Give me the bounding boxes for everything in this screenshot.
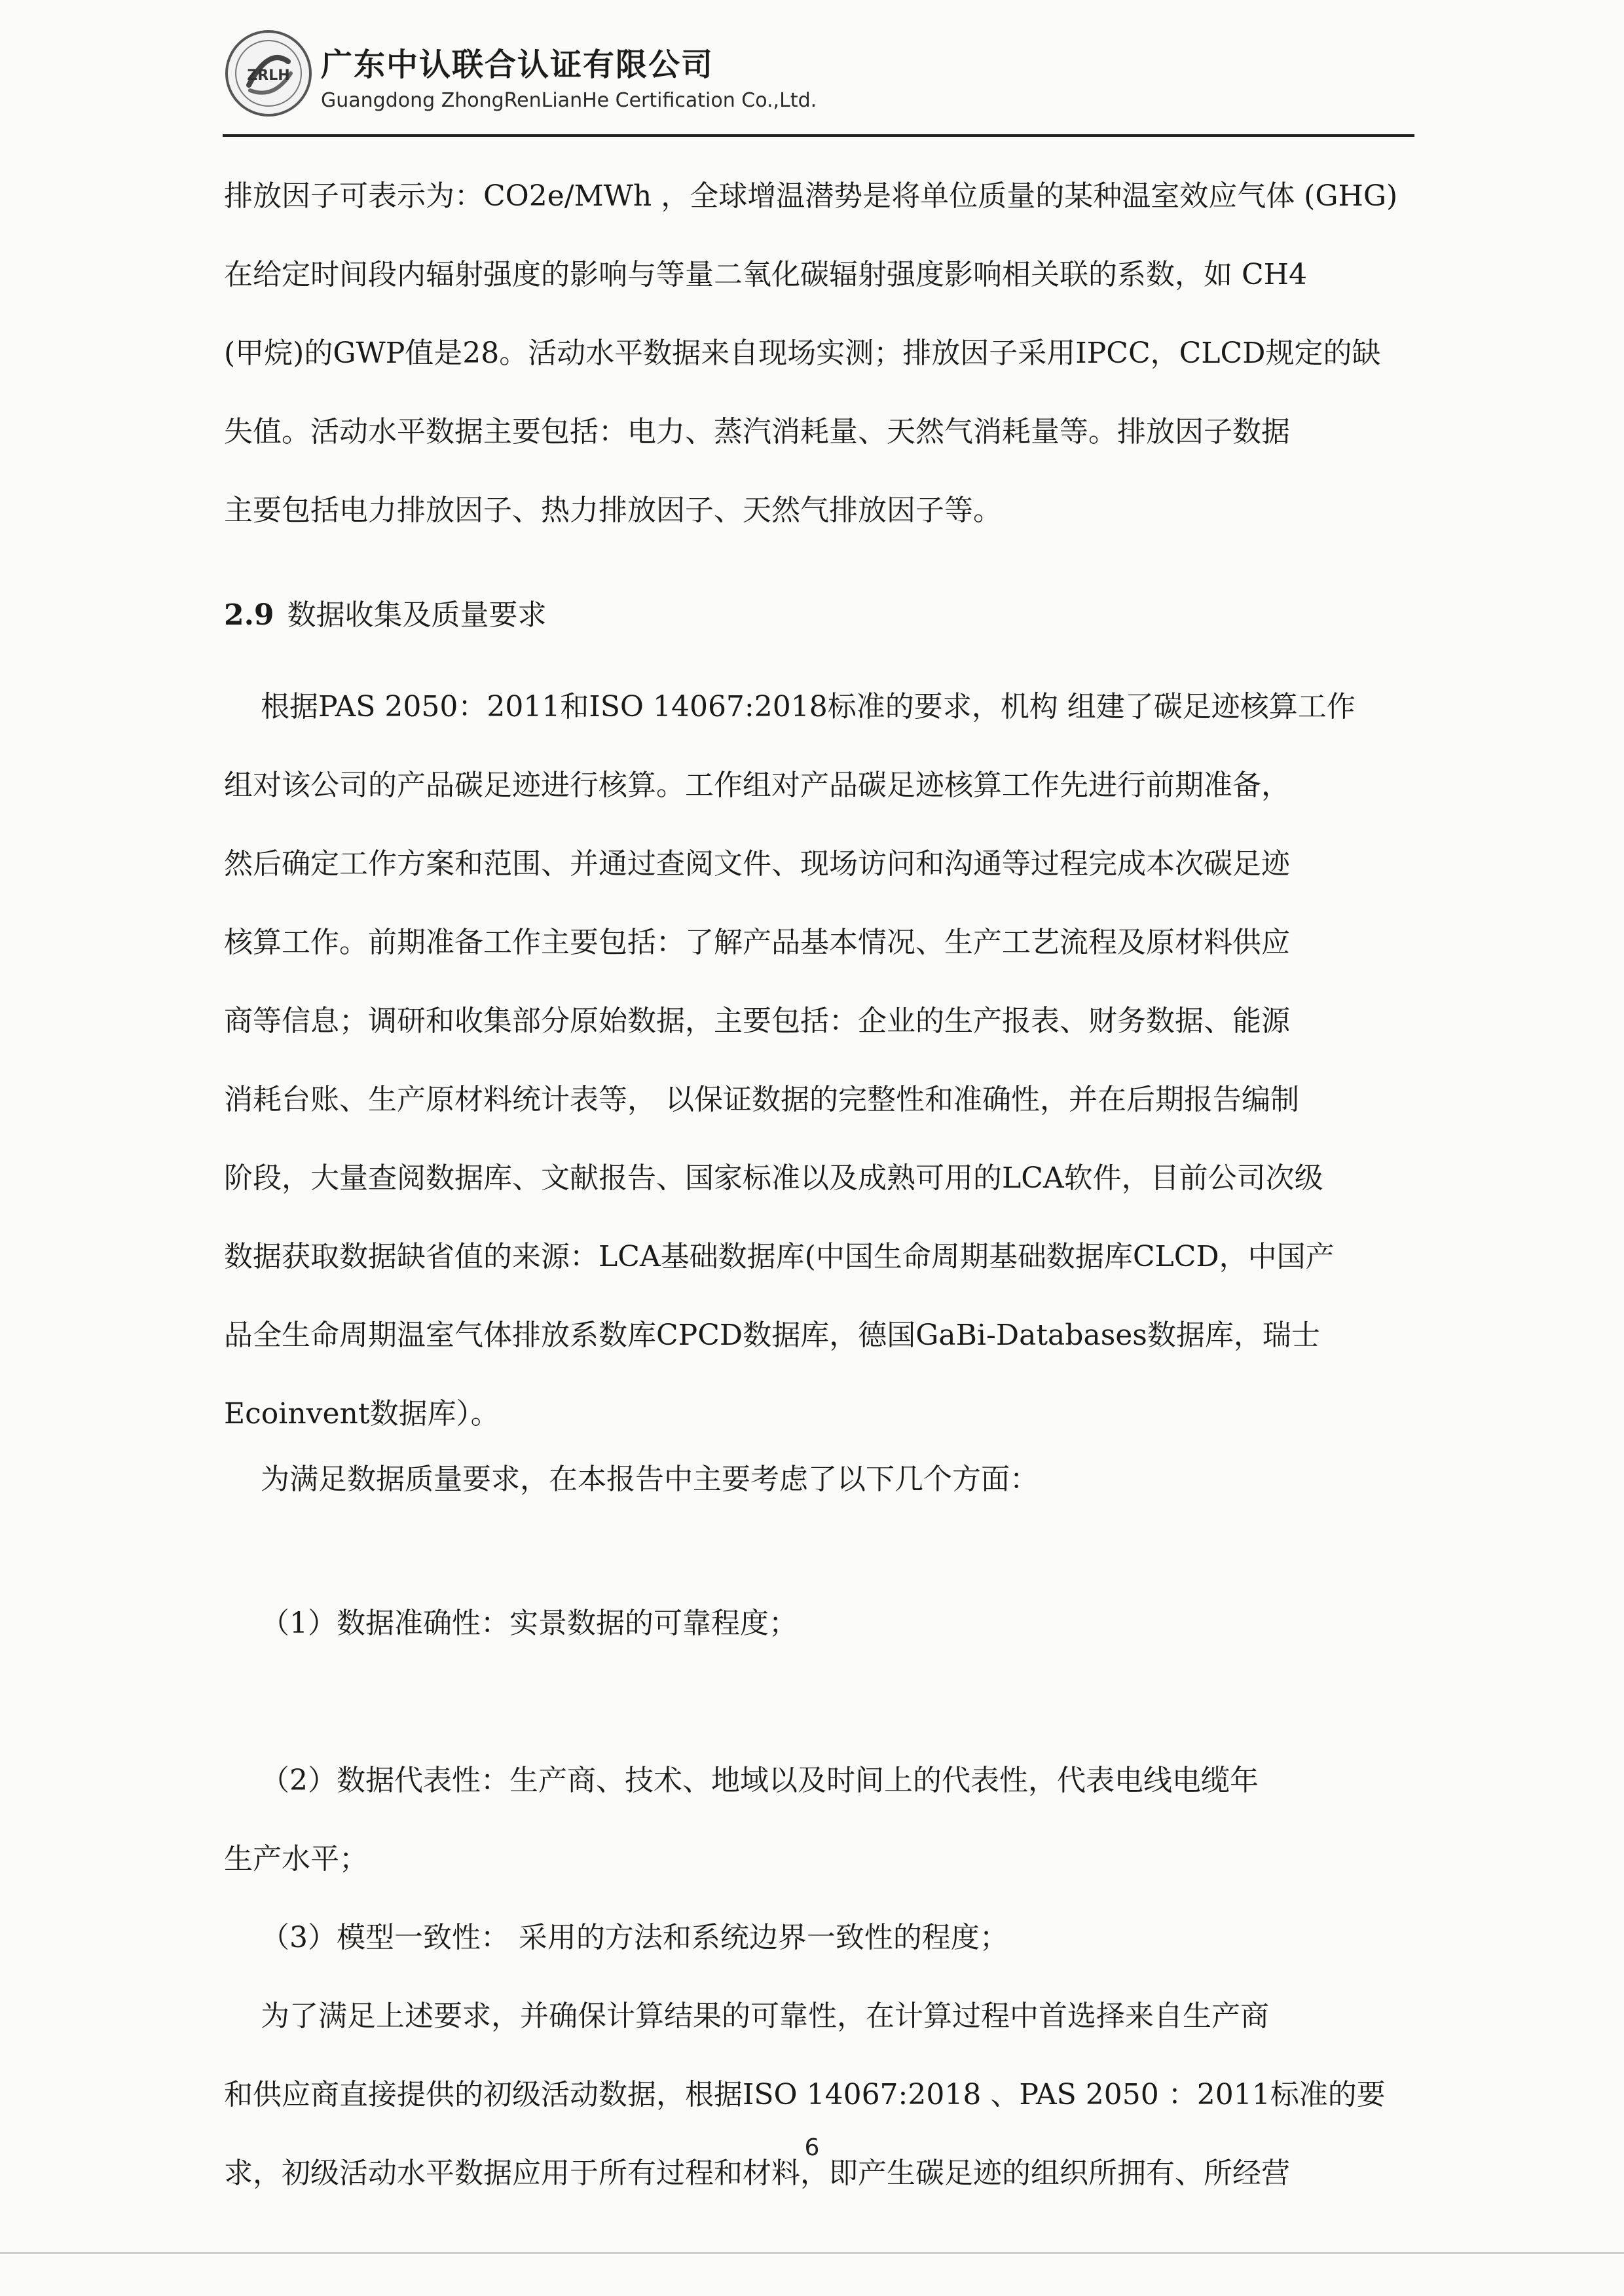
company-logo-icon xyxy=(223,27,314,119)
footer-divider xyxy=(0,2252,1624,2254)
list-item-accuracy: （1）数据准确性：实景数据的可靠程度； xyxy=(224,1607,798,1640)
list-item-representativeness: （2）数据代表性：生产商、技术、地域以及时间上的代表性，代表电线电缆年 生产水平； xyxy=(224,1764,1259,1876)
paragraph-data-collection: 根据PAS 2050：2011和ISO 14067:2018标准的要求，机构 组建了碳足迹核算工作 组对该公司的产品碳足迹进行核算。工作组对产品碳足迹核算工作先进行前期准备， 然后确定工作方案和范围、并通过查阅文件、现场访问和沟通等过程完成本次碳足迹 核算工作。前期准备工作主要包括：了解产品基本情况、生产工艺流程及原材料供应 商等信息；调研和收集部分原始数据，主要包括：企业的生产报表、财务数据、能源 消耗台账、生产原材料统计表等， 以保证数据的完整性和准确性，并在后期报告编制 阶段，大量查阅数据库、文献报告、国家标准以及成熟可用的LCA软件，目前公司次级 数据获取数据缺省值的来源：LCA基础数据库(中国生命周期基础数据库CLCD，中国产 品全生命周期温室气体排放系数库CPCD数据库，德国GaBi-Databases数据库，瑞士 Ecoinvent数据库）。 xyxy=(224,690,1356,1430)
section-number: 2.9 xyxy=(224,598,274,632)
header-divider xyxy=(223,134,1414,137)
company-name-cn: 广东中认联合认证有限公司 xyxy=(321,46,714,83)
paragraph-emission-factors: 排放因子可表示为：CO2e/MWh ，全球增温潜势是将单位质量的某种温室效应气体 (GHG) 在给定时间段内辐射强度的影响与等量二氧化碳辐射强度影响相关联的系数，如 CH4 (甲烷)的GWP值是28。活动水平数据来自现场实测；排放因子采用IPCC，CLCD规定的缺 失值。活动水平数据主要包括：电力、蒸汽消耗量、天然气消耗量等。排放因子数据 主要包括电力排放因子、热力排放因子、天然气排放因子等。 xyxy=(224,179,1398,527)
svg-text:ZRLH: ZRLH xyxy=(247,67,290,84)
section-heading xyxy=(224,576,547,655)
page-number: 6 xyxy=(804,2134,820,2161)
letterhead xyxy=(223,20,1414,137)
paragraph-consistency-and-primary-data: （3）模型一致性： 采用的方法和系统边界一致性的程度； 为了满足上述要求，并确保计算结果的可靠性，在计算过程中首选择来自生产商 和供应商直接提供的初级活动数据，根据ISO 14067:2018 、PAS 2050 ：2011标准的要 求，初级活动水平数据应用于所有过程和材料，即产生碳足迹的组织所拥有、所经营 xyxy=(224,1921,1386,2190)
company-name-en: Guangdong ZhongRenLianHe Certification Co.,Ltd. xyxy=(321,89,817,112)
section-title: 数据收集及质量要求 xyxy=(287,598,547,632)
paragraph-quality-intro: 为满足数据质量要求，在本报告中主要考虑了以下几个方面： xyxy=(224,1463,1039,1496)
